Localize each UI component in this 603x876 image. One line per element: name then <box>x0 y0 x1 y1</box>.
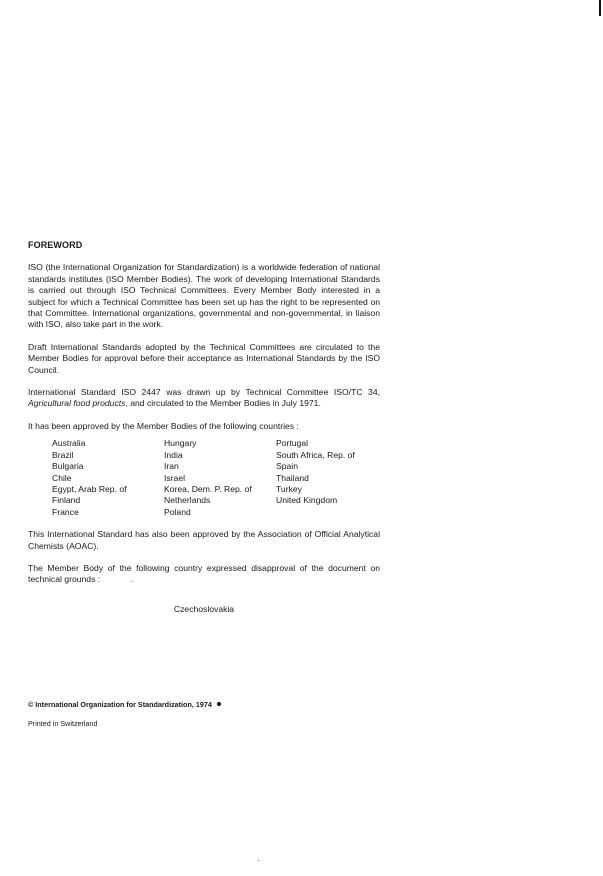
country-item: Netherlands <box>164 495 211 506</box>
country-item: Brazil <box>52 449 74 460</box>
foreword-section <box>28 240 380 615</box>
paragraph-disapproval: The Member Body of the following country expressed disapproval of the document on technical grounds : <box>28 562 380 585</box>
printed-in-line: Printed in Switzerland <box>28 719 98 728</box>
bullet-dot-icon <box>217 702 221 706</box>
country-item: Australia <box>52 438 86 449</box>
country-item: Thailand <box>276 472 309 483</box>
copyright-text: © International Organization for Standardization, 1974 <box>28 700 212 709</box>
country-item: United Kingdom <box>276 495 338 506</box>
scan-speck <box>131 581 132 582</box>
country-item: Iran <box>164 461 179 472</box>
approving-countries-list <box>52 438 380 518</box>
committee-title: Agricultural food products <box>28 398 126 409</box>
country-item: Korea, Dem. P. Rep. of <box>164 483 252 494</box>
paragraph-iso-intro: ISO (the International Organization for Standardization) is a worldwide federation of national standards institutes (ISO Member Bodies). The work of developing International Standards is carried out through ISO Technical Committees. Every Member Body interested in a subject for which a Technical Committee has been set up has the right to be represented on that Committee. International organizations, governmental and non-governmental, in liaison with ISO, also take part in the work. <box>28 262 380 330</box>
country-item: France <box>52 506 79 517</box>
country-item: South Africa, Rep. of <box>276 449 355 460</box>
country-item: Poland <box>164 506 191 517</box>
paragraph-iso-2447 <box>28 387 380 410</box>
country-item: Chile <box>52 472 72 483</box>
disapproving-country: Czechoslovakia <box>173 603 235 614</box>
country-item: Bulgaria <box>52 461 84 472</box>
page-edge-mark <box>599 0 601 16</box>
country-item: Portugal <box>276 438 309 449</box>
country-item: Israel <box>164 472 186 483</box>
country-item: Finland <box>52 495 81 506</box>
country-item: India <box>164 449 183 460</box>
country-item: Spain <box>276 461 298 472</box>
copyright-line <box>28 700 221 709</box>
paragraph-aoac: This International Standard has also been approved by the Association of Official Analytical Chemists (AOAC). <box>28 529 380 551</box>
country-item: Hungary <box>164 438 197 449</box>
paragraph-iso-2447-end: , and circulated to the Member Bodies in July 1971. <box>125 398 321 409</box>
paragraph-iso-2447-start: International Standard ISO 2447 was drawn up by Technical Committee ISO/TC 34, <box>28 387 380 398</box>
foreword-heading: FOREWORD <box>28 240 83 250</box>
paragraph-draft-standards: Draft International Standards adopted by the Technical Committees are circulated to the Member Bodies for approval before their acceptance as International Standards by the ISO Council. <box>28 341 380 375</box>
paragraph-approval-intro: It has been approved by the Member Bodies of the following countries : <box>28 420 299 431</box>
scan-speck <box>258 860 259 861</box>
country-item-empty <box>276 507 386 518</box>
country-item: Egypt, Arab Rep. of <box>52 483 127 494</box>
country-item: Turkey <box>276 483 302 494</box>
